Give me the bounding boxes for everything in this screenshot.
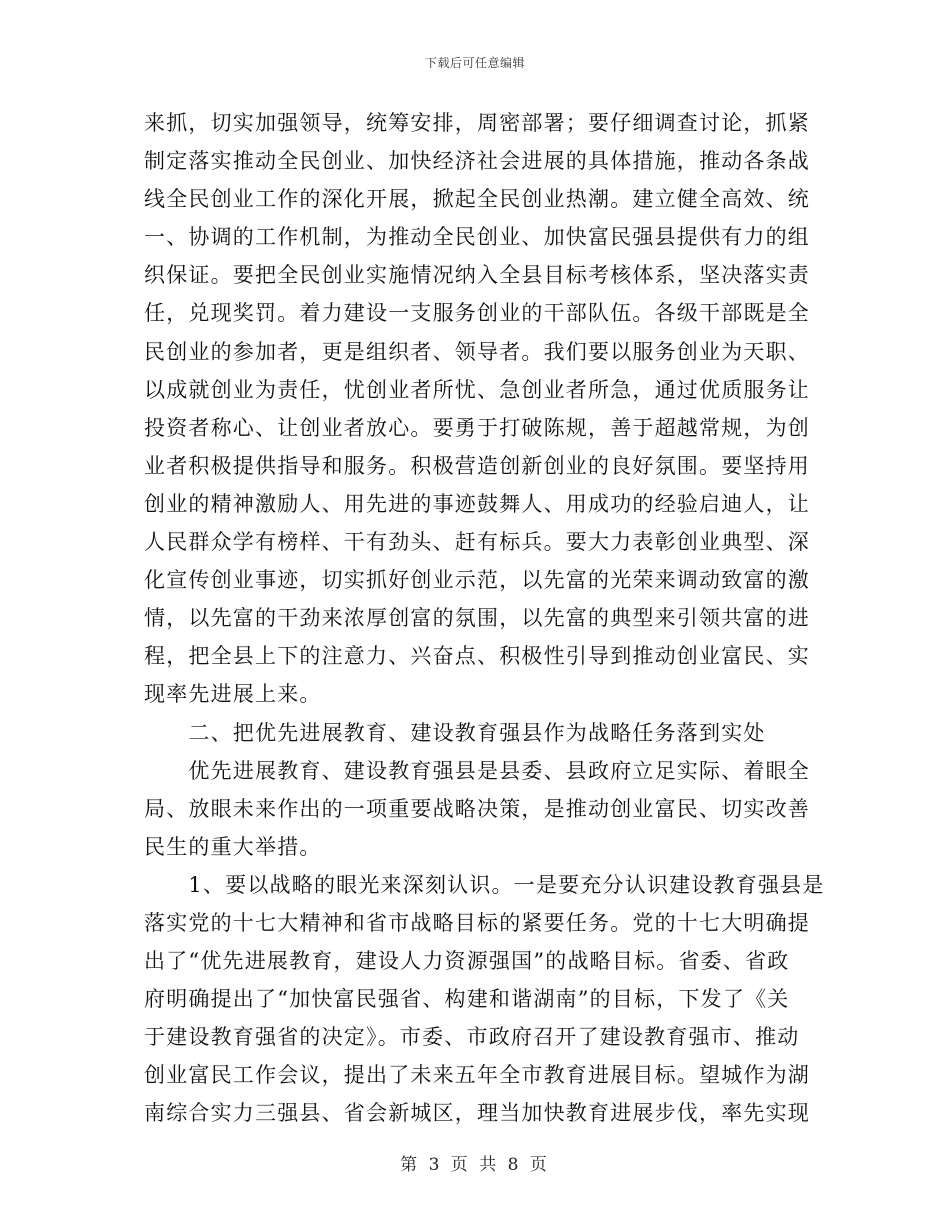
text-line: 创业富民工作会议，提出了未来五年全市教育进展目标。望城作为湖: [144, 1063, 810, 1088]
text-line: 程，把全县上下的注意力、兴奋点、积极性引导到推动创业富民、实: [144, 644, 810, 669]
text-line: 局、放眼未来作出的一项重要战略决策，是推动创业富民、切实改善: [144, 796, 810, 821]
text-line: 一、协调的工作机制，为推动全民创业、加快富民强县提供有力的组: [144, 225, 810, 250]
text-line: 以成就创业为责任，忧创业者所忧、急创业者所急，通过优质服务让: [144, 377, 810, 402]
page-footer: 第 3 页 共 8 页: [400, 1155, 550, 1175]
text-line: 任，兑现奖罚。着力建设一支服务创业的干部队伍。各级干部既是全: [144, 301, 810, 326]
text-line: 创业的精神激励人、用先进的事迹鼓舞人、用成功的经验启迪人，让: [144, 491, 810, 516]
text-line: 南综合实力三强县、省会新城区，理当加快教育进展步伐，率先实现: [144, 1101, 810, 1126]
text-line: 化宣传创业事迹，切实抓好创业示范，以先富的光荣来调动致富的激: [144, 568, 810, 593]
text-line: 人民群众学有榜样、干有劲头、赶有标兵。要大力表彰创业典型、深: [144, 530, 810, 555]
text-line: 于建设教育强省的决定》。市委、市政府召开了建设教育强市、推动: [144, 1025, 800, 1050]
text-line: 府明确提出了“加快富民强省、构建和谐湖南”的目标，下发了《关: [144, 987, 790, 1012]
body-text: [144, 104, 825, 1133]
text-line: 1、要以战略的眼光来深刻认识。一是要充分认识建设教育强县是: [144, 872, 825, 897]
text-line: 落实党的十七大精神和省市战略目标的紧要任务。党的十七大明确提: [144, 910, 810, 935]
text-line: 民生的重大举措。: [144, 834, 322, 859]
text-line: 情，以先富的干劲来浓厚创富的氛围，以先富的典型来引领共富的进: [144, 606, 810, 631]
text-line: 线全民创业工作的深化开展，掀起全民创业热潮。建立健全高效、统: [144, 187, 810, 212]
text-line: 二、把优先进展教育、建设教育强县作为战略任务落到实处: [144, 720, 766, 745]
text-line: 制定落实推动全民创业、加快经济社会进展的具体措施，推动各条战: [144, 149, 810, 174]
text-line: 出了“优先进展教育，建设人力资源强国”的战略目标。省委、省政: [144, 949, 790, 974]
text-line: 民创业的参加者，更是组织者、领导者。我们要以服务创业为天职、: [144, 339, 810, 364]
text-line: 现率先进展上来。: [144, 682, 322, 707]
text-line: 来抓，切实加强领导，统筹安排，周密部署；要仔细调查讨论，抓紧: [144, 111, 810, 135]
text-line: 业者积极提供指导和服务。积极营造创新创业的良好氛围。要坚持用: [144, 453, 810, 478]
page-header: 下载后可任意编辑: [424, 56, 525, 70]
text-line: 优先进展教育、建设教育强县是县委、县政府立足实际、着眼全: [144, 758, 810, 783]
text-line: 织保证。要把全民创业实施情况纳入全县目标考核体系，坚决落实责: [144, 263, 810, 288]
text-line: 投资者称心、让创业者放心。要勇于打破陈规，善于超越常规，为创: [144, 415, 810, 440]
